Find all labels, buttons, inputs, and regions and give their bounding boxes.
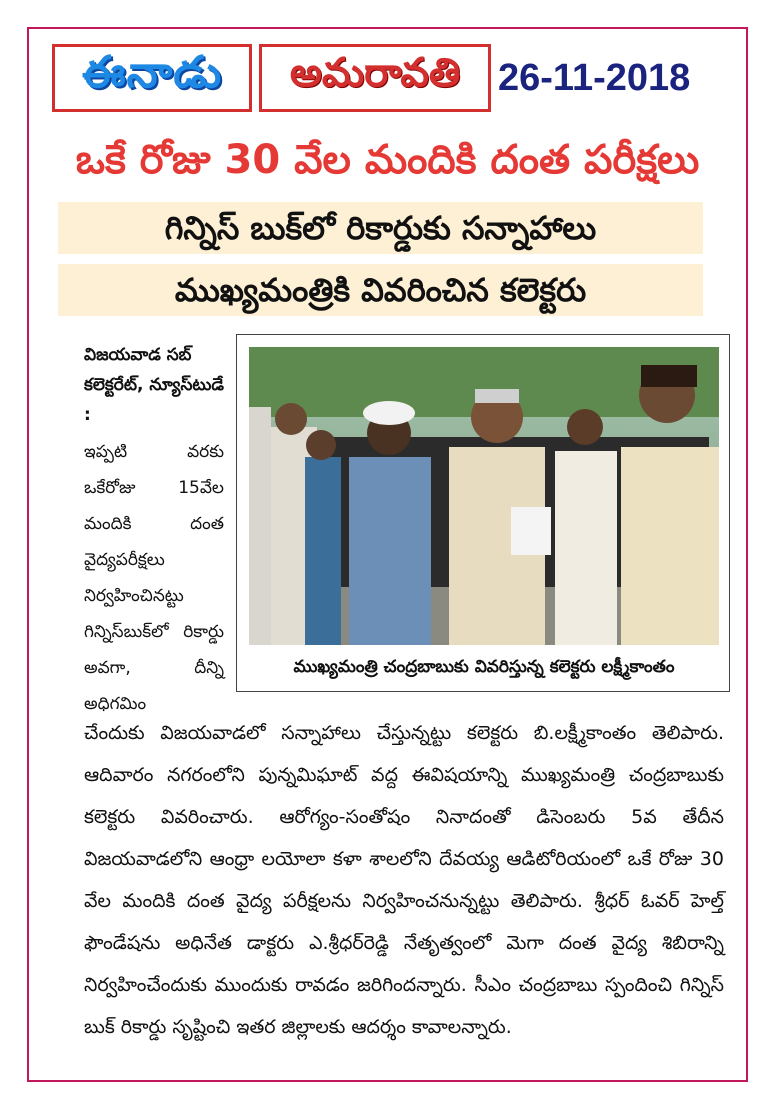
subheadline-2: ముఖ్యమంత్రికి వివరించిన కలెక్టరు (58, 264, 703, 316)
news-photo (249, 347, 719, 645)
subheadline-1: గిన్నిస్ బుక్‌లో రికార్డుకు సన్నాహాలు (58, 202, 703, 254)
news-photo-box (236, 334, 730, 692)
photo-caption: ముఖ్యమంత్రి చంద్రబాబుకు వివరిస్తున్న కలెక్టరు లక్ష్మీకాంతం (293, 657, 675, 677)
publication-date: 26-11-2018 (498, 57, 691, 99)
newspaper-logo (52, 44, 252, 112)
paper-name: ఈనాడు (81, 47, 223, 98)
edition-logo (259, 44, 491, 112)
article-body: చేందుకు విజయవాడలో సన్నాహాలు చేస్తున్నట్టు కలెక్టరు బి.లక్ష్మీకాంతం తెలిపారు. ఆదివారం నగరంలోని పున్నమిఘాట్ వద్ద ఈవిషయాన్ని ముఖ్యమంత్రి చంద్రబాబుకు కలెక్టరు వివరించారు. ఆరోగ్యం-సంతోషం నినాదంతో డిసెంబరు 5వ తేదీన విజయవాడలోని ఆంధ్రా లయోలా కళా శాలలోని దేవయ్య ఆడిటోరియంలో ఒకే రోజు 30 వేల మందికి దంత వైద్య పరీక్షలను నిర్వహించనున్నట్టు తెలిపారు. శ్రీధర్ ఓవర్ హెల్త్ ఫౌండేషను అధినేత డాక్టరు ఎ.శ్రీధర్‌రెడ్డి నేతృత్వంలో మెగా దంత వైద్య శిబిరాన్ని నిర్వహించేందుకు ముందుకు రావడం జరిగిందన్నారు. సీఎం చంద్రబాబు స్పందించి గిన్నిస్ బుక్ రికార్డు సృష్టించి ఇతర జిల్లాలకు ఆదర్శం కావాలన్నారు. (84, 722, 724, 1038)
dateline: విజయవాడ సబ్ కలెక్టరేట్, న్యూస్‌టుడే : (84, 345, 224, 425)
headline: ఒకే రోజు 30 వేల మందికి దంత పరీక్షలు (75, 137, 700, 183)
edition-name: అమరావతి (289, 50, 461, 96)
article-column-text: ఇప్పటి వరకు ఒకేరోజు 15వేల మందికి దంత వైద్యపరీక్షలు నిర్వహించినట్టు గిన్నిస్‌బుక్‌లో రికార్డు అవగా, దీన్ని అధిగమిం (84, 442, 224, 714)
